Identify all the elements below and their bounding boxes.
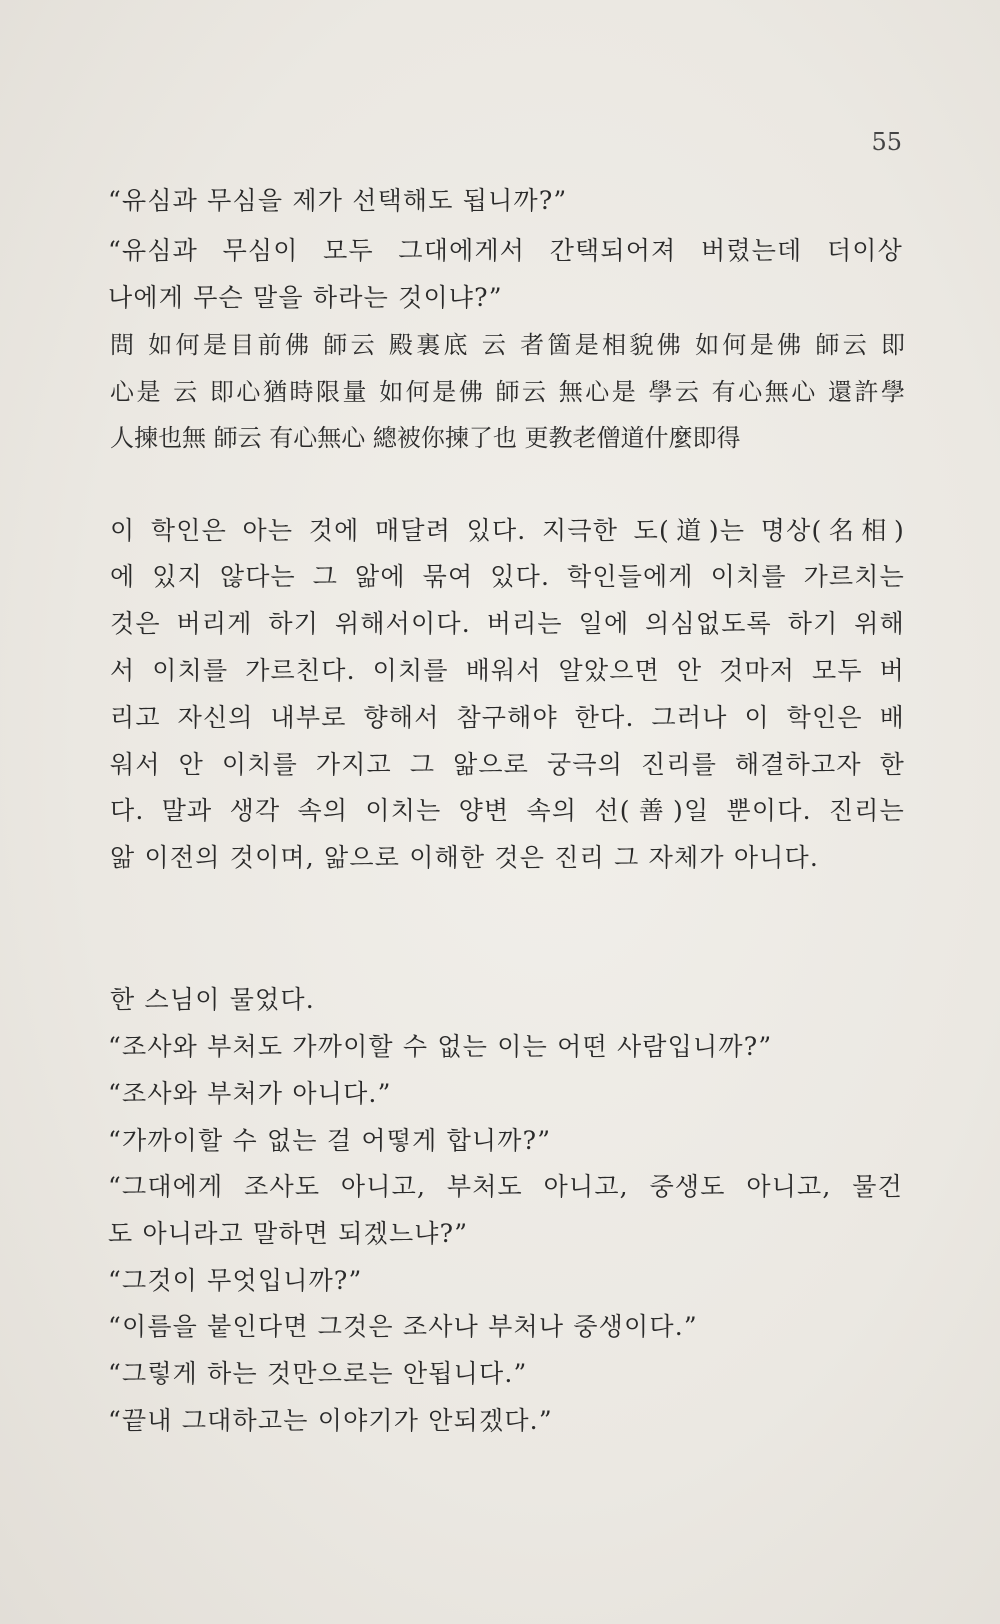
dialogue-line: 나에게 무슨 말을 하라는 것이냐?” (108, 283, 503, 312)
dialogue-line: “그렇게 하는 것만으로는 안됩니다.” (108, 1359, 528, 1388)
dialogue-line: 한 스님이 물었다. (110, 985, 315, 1014)
dialogue-line: “끝내 그대하고는 이야기가 안되겠다.” (108, 1406, 553, 1435)
hanja-line: 心是 云 即心猶時限量 如何是佛 師云 無心是 學云 有心無心 還許學 (110, 378, 905, 406)
commentary-line: 것은 버리게 하기 위해서이다. 버리는 일에 의심없도록 하기 위해 (110, 609, 905, 638)
commentary-line: 워서 안 이치를 가지고 그 앎으로 궁극의 진리를 해결하고자 한 (110, 750, 905, 779)
dialogue-line: “그대에게 조사도 아니고, 부처도 아니고, 중생도 아니고, 물건 (108, 1172, 903, 1201)
dialogue-line: “조사와 부처도 가까이할 수 없는 이는 어떤 사람입니까?” (108, 1032, 773, 1061)
hanja-line: 問 如何是目前佛 師云 殿裏底 云 者箇是相貌佛 如何是佛 師云 即 (110, 331, 905, 359)
dialogue-line: “그것이 무엇입니까?” (108, 1266, 363, 1295)
commentary-line: 앎 이전의 것이며, 앎으로 이해한 것은 진리 그 자체가 아니다. (110, 843, 820, 872)
dialogue-line: 도 아니라고 말하면 되겠느냐?” (108, 1219, 469, 1248)
commentary-line: 에 있지 않다는 그 앎에 묶여 있다. 학인들에게 이치를 가르치는 (110, 562, 905, 591)
commentary-line: 다. 말과 생각 속의 이치는 양변 속의 선(善)일 뿐이다. 진리는 (110, 796, 905, 825)
dialogue-line: “이름을 붙인다면 그것은 조사나 부처나 중생이다.” (108, 1312, 698, 1341)
commentary-line: 리고 자신의 내부로 향해서 참구해야 한다. 그러나 이 학인은 배 (110, 703, 905, 732)
page-number: 55 (871, 128, 902, 156)
commentary-line: 이 학인은 아는 것에 매달려 있다. 지극한 도(道)는 명상(名相) (110, 516, 905, 545)
commentary-line: 서 이치를 가르친다. 이치를 배워서 알았으면 안 것마저 모두 버 (110, 656, 905, 685)
hanja-line: 人揀也無 師云 有心無心 總被你揀了也 更教老僧道什麼即得 (110, 424, 741, 452)
dialogue-line: “유심과 무심이 모두 그대에게서 간택되어져 버렸는데 더이상 (108, 236, 903, 265)
dialogue-line: “조사와 부처가 아니다.” (108, 1079, 392, 1108)
dialogue-line: “가까이할 수 없는 걸 어떻게 합니까?” (108, 1126, 552, 1155)
dialogue-line: “유심과 무심을 제가 선택해도 됩니까?” (108, 186, 568, 215)
